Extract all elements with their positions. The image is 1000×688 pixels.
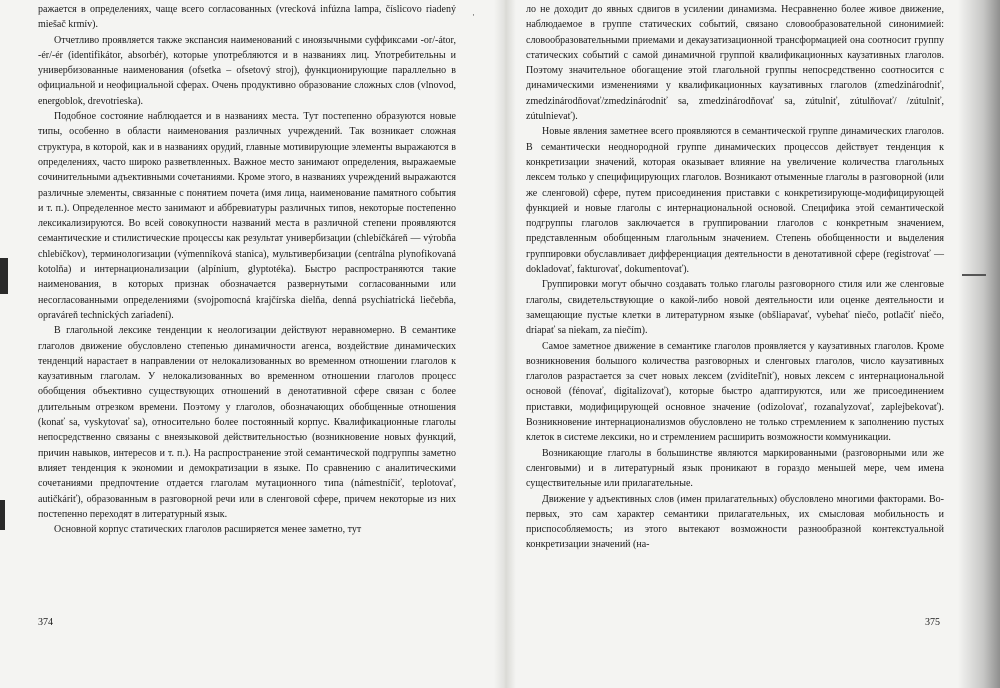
right-paragraph-3: Группировки могут обычно создавать только глаголы разговорного стиля или же сленговые глаголы, свидетельствующие о какой-либо новой деятельности или оценке деятельности и замещающие пустые клетки в литературном языке (obšliapavať, vybehať niečo, potlačiť niečo, driapať sa niekam, za niečím). bbox=[526, 279, 944, 337]
scan-edge-shadow bbox=[958, 0, 1000, 688]
right-paragraph-5: Возникающие глаголы в большинстве являются маркированными (разговорными или же сленговыми) и в литературный язык проникают в гораздо меньшей мере, чем имена существительные или прилагательные. bbox=[526, 447, 944, 490]
left-margin-mark bbox=[0, 258, 8, 294]
left-paragraph-2: Отчетливо проявляется также экспансия наименований с иноязычными суффиксами -or/-átor, -ér/-ér (identifikátor, absorbér), которые употребляются и в названиях лиц. Употребительны и универбизованные наименования (ofsetka – ofsetový stroj), функционирующие параллельно в официальной и неофициальной сферах. Очень продуктивно образование сложных слов (vlnovod, energoblok, drevotrieska). bbox=[38, 34, 456, 107]
right-paragraph-1: ло не доходит до явных сдвигов в усилении динамизма. Несравненно более живое движение, наблюдаемое в группе статических событий, связано словообразовательной синонимией: словообразовательными приемами и декаузатизационной трансформацией она соотносит группу статических событий с самой динамичной группой квалификационных каузативных глаголов. Поэтому значительное обогащение этой глагольной группы непосредственно соотносится с динамическими изменениями у квалификационных каузативных глаголов (zmedzinárodniť, zmedzinárodňovať/zmedzinárodniť sa, zmedzinárodňovať sa, zútulniť, zútulňovať/ /zútulniť, zútulnievať). bbox=[526, 4, 944, 123]
left-margin-mark-lower bbox=[0, 500, 5, 530]
left-page-number: 374 bbox=[38, 617, 53, 628]
right-page bbox=[526, 2, 944, 553]
left-paragraph-4: В глагольной лексике тенденции к неологизации действуют неравномерно. В семантике глаголов движение обусловлено степенью динамичности агенса, воздействие динамических тенденций нарастает в направлении от нелокализованных во временном отношении глаголов к каузативным глаголам. У нелокализованных во временном отношении глаголов процесс обобщения объективно существующих отношений в денотативной сфере связан с более длительным отрезком времени. Поэтому у глаголов, обозначающих обобщенные отношения (konať sa, vyskytovať sa), относительно более постоянный корпус. Квалификационные глаголы непосредственно связаны с внеязыковой действительностью (возникновение новых функций, причин навыков, интересов и т. п.). На распространение этой семантической подгруппы заметно влияет тенденция к экономии и демократизации в языке. По сравнению с аналитическими сочетаниями предпочтение отдается глаголам мутационного типа (námestníčiť, teplotovať, autičkáriť), образованным в разговорной речи или в сленговой сфере, причем некоторые из них постепенно переходят в литературный язык. bbox=[38, 325, 456, 520]
left-paragraph-5: Основной корпус статических глаголов расширяется менее заметно, тут bbox=[54, 524, 362, 536]
left-page bbox=[38, 2, 456, 537]
scan-speck: · bbox=[472, 10, 475, 20]
book-gutter bbox=[494, 0, 516, 688]
left-paragraph-1: ражается в определениях, чаще всего согласованных (vrecková infúzna lampa, číslicovo riadený miešač krmív). bbox=[38, 4, 456, 31]
scan-edge-mark bbox=[962, 274, 986, 276]
right-paragraph-6: Движение у адъективных слов (имен прилагательных) обусловлено многими факторами. Во-первых, это сам характер семантики прилагательных, их смысловая мобильность и приспособляемость; из этого вытекают возможности разнообразной контекстуальной конкретизации значений (на- bbox=[526, 493, 944, 551]
left-paragraph-3: Подобное состояние наблюдается и в названиях места. Тут постепенно образуются новые типы, особенно в области наименования различных учреждений. Так возникает сложная структура, в которой, как и в названиях орудий, главные мотивирующие элементы выражаются в определениях, часто широко разветвленных. Важное место занимают определения, выражаемые сочинительными адъективными сочетаниями. Кроме этого, в названиях учреждений выражаются различные элементы, связанные с понятием почета (имя лица, наименование памятного события и т. п.). Определенное место занимают и аббревиатуры различных типов, некоторые постепенно лексикализируются. Во всей совокупности названий места в различной степени проявляются семантические и стилистические процессы как результат универбизации (chlebíčkáreň — výrobňa chlebíčkov), терминологизации (výmenníková stanica), мультивербизации (centrálna plynofikovaná kotolňa) и интернационализации (alpínium, glyptotéka). Быстро распространяются такие наименования, в которых признак обозначается развернутыми согласованными или несогласованными определениями (svojpomocná krajčírska dielňa, denná psychiatrická liečebňa, opraváreň technických zariadení). bbox=[38, 111, 456, 321]
right-paragraph-2: Новые явления заметнее всего проявляются в семантической группе динамических глаголов. В семантически неоднородной группе динамических процессов действует тенденция к конкретизации значений, которая оказывает влияние на увеличение количества глагольных лексем только у специфицирующих глаголов. Возникают отыменные глаголы в разговорной (или же сленговой) сфере, путем присоединения приставки с конкретизирующе-модифицирующей функцией и новые глаголы с интернациональной основой. Специфика этой семантической подгруппы глаголов заключается в группировании глаголов с конкретным значением, представленным обобщенным глагольным значением. Степень обобщенности и выделения группировки обуславливает дифференциация деятельности в денотативной сфере (registrovať — dokladovať, fakturovať, dokumentovať). bbox=[526, 126, 944, 276]
right-paragraph-4: Самое заметное движение в семантике глаголов проявляется у каузативных глаголов. Кроме возникновения большого количества разговорных и сленговых глаголов, число каузативных глаголов разрастается за счет новых лексем (zviditeľniť), новых лексем с интернациональной основой (fénovať, digitalizovať), которые быстро адаптируются, или же присоединением приставки, модифицирующей основное значение (odizolovať, rozanalyzovať, zaplejbekovať). Возникновение интернационализмов обусловлено не только стремлением к заполнению пустых клеток в системе лексики, но и стремлением расширить возможности коммуникации. bbox=[526, 340, 944, 444]
right-page-number: 375 bbox=[925, 617, 940, 628]
